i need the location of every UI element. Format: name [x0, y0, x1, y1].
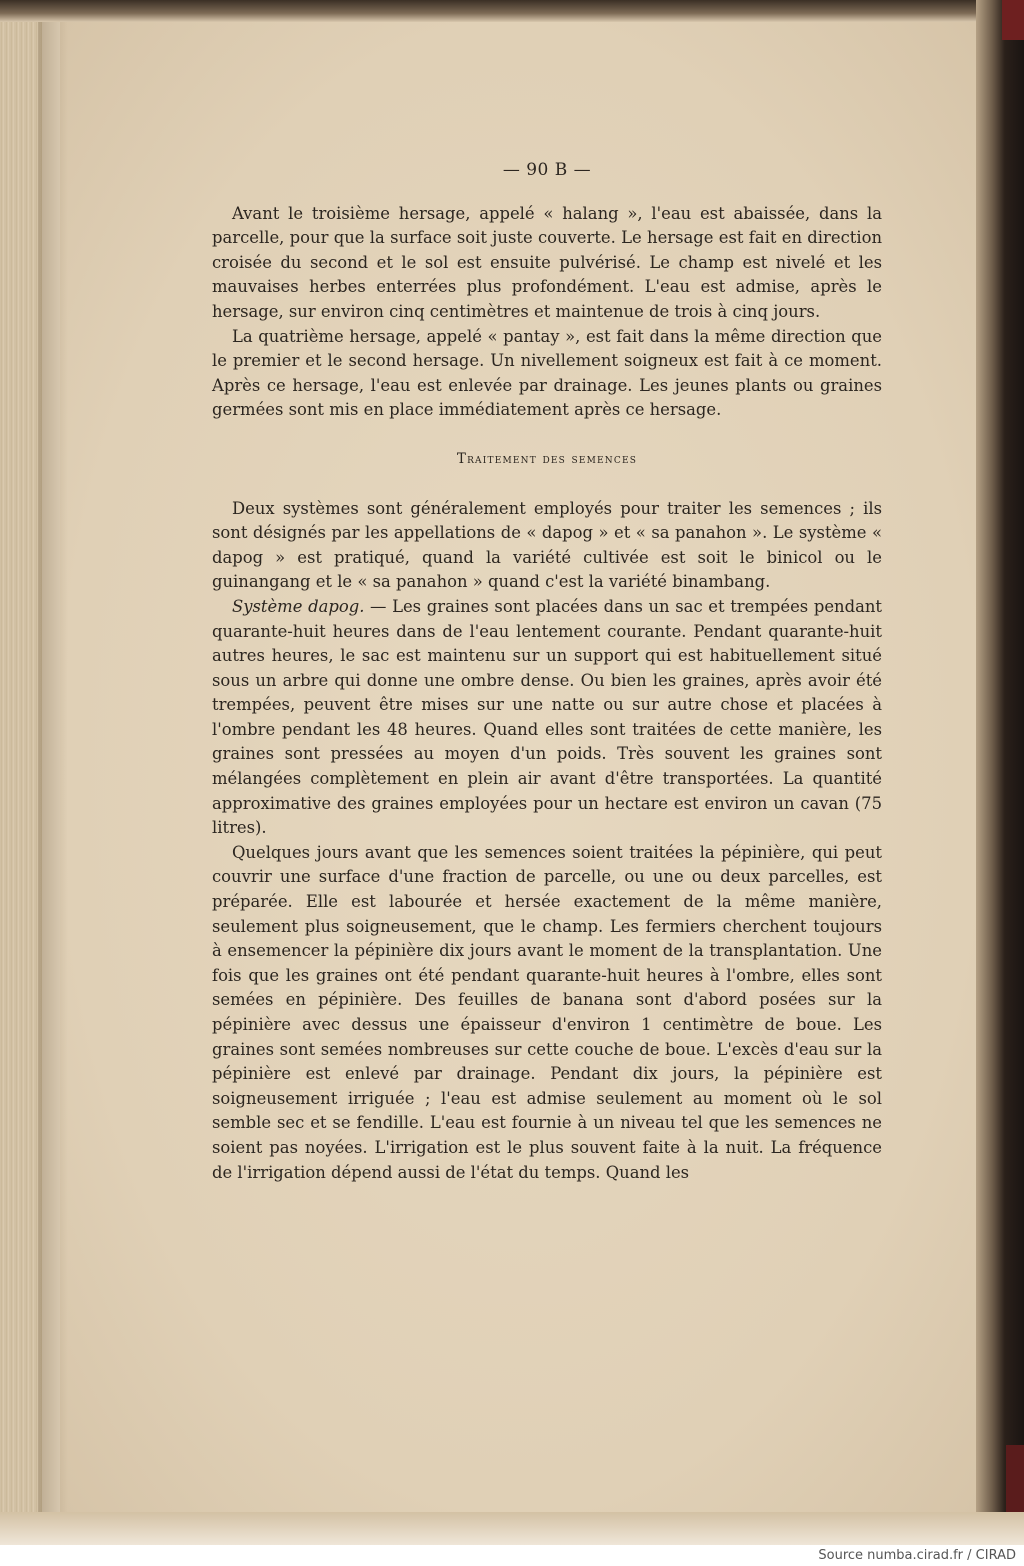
- paragraph-systeme-dapog: [212, 595, 882, 841]
- book-binding-top: [1002, 0, 1024, 40]
- dapog-label: Système dapog.: [232, 596, 365, 616]
- book-spine-gutter: [976, 0, 1024, 1545]
- source-credit: Source numba.cirad.fr / CIRAD: [818, 1548, 1016, 1563]
- page-bottom-edge: [0, 1512, 1024, 1545]
- book-top-edge: [0, 0, 1024, 22]
- section-title: Traitement des semences: [456, 450, 638, 467]
- page-shadow-left: [38, 20, 68, 1520]
- page-number-header: — 90 B —: [502, 160, 592, 180]
- paragraph-troisieme-hersage: Avant le troisième hersage, appelé « halang », l'eau est abaissée, dans la parcelle, pour que la surface soit juste couverte. Le hersage est fait en direction croisée du second et le sol est ensuite pulvérisé. Le champ est nivelé et les mauvaises herbes enterrées plus profondément. L'eau est admise, après le hersage, sur environ cinq centimètres et maintenue de trois à cinq jours.: [212, 203, 882, 321]
- dapog-text: — Les graines sont placées dans un sac et trempées pendant quarante-huit heures dans de l'eau lentement courante. Pendant quarante-huit autres heures, le sac est maintenu sur un support qui est habituellement situé sous un arbre qui donne une ombre dense. Ou bien les graines, après avoir été trempées, peuvent être mises sur une natte ou sur autre chose et placées à l'ombre pendant les 48 heures. Quand elles sont traitées de cette manière, les graines sont pressées au moyen d'un poids. Très souvent les graines sont mélangées complètement en plein air avant d'être transportées. La quantité approximative des graines employées pour un hectare est environ un cavan (75 litres).: [212, 596, 882, 838]
- paragraph-pepiniere: Quelques jours avant que les semences soient traitées la pépinière, qui peut couvrir une surface d'une fraction de parcelle, ou une ou deux parcelles, est préparée. Elle est labourée et hersée exactement de la même manière, seulement plus soigneusement, que le champ. Les fermiers cherchent toujours à ensemencer la pépinière dix jours avant le moment de la transplantation. Une fois que les graines ont été pendant quarante-huit heures à l'ombre, elles sont semées en pépinière. Des feuilles de banana sont d'abord posées sur la pépinière avec dessus une épaisseur d'environ 1 centimètre de boue. Les graines sont semées nombreuses sur cette couche de boue. L'excès d'eau sur la pépinière est enlevé par drainage. Pendant dix jours, la pépinière est soigneusement irriguée ; l'eau est admise seulement au moment où le sol semble sec et se fendille. L'eau est fournie à un niveau tel que les semences ne soient pas noyées. L'irrigation est le plus souvent faite à la nuit. La fréquence de l'irrigation dépend aussi de l'état du temps. Quand les: [212, 842, 882, 1182]
- paragraph-quatrieme-hersage: La quatrième hersage, appelé « pantay », est fait dans la même direction que le premier et le second hersage. Un nivellement soigneux est fait à ce moment. Après ce hersage, l'eau est enlevée par drainage. Les jeunes plants ou graines germées sont mis en place immédiatement après ce hersage.: [212, 326, 882, 420]
- paragraph-systemes: Deux systèmes sont généralement employés pour traiter les semences ; ils sont désignés par les appellations de « dapog » et « sa panahon ». Le système « dapog » est pratiqué, quand la variété cultivée est soit le binicol ou le guinangang et le « sa panahon » quand c'est la variété binambang.: [212, 498, 882, 592]
- page-edges-left: [0, 20, 42, 1520]
- page-text: [212, 150, 882, 1185]
